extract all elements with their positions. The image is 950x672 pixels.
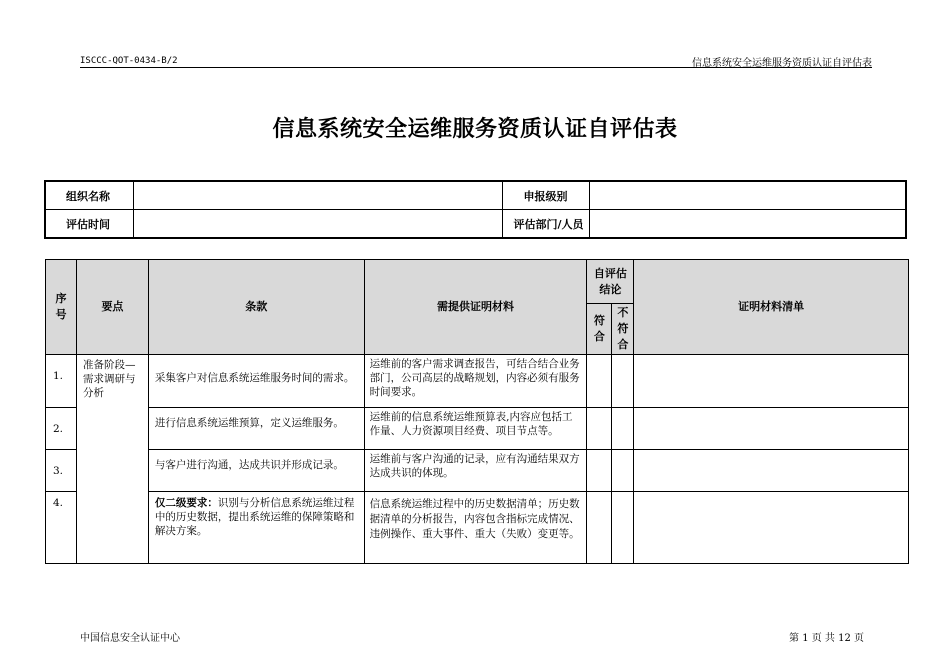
clause-bold-prefix: 仅二级要求： [154,497,218,509]
assessment-table [45,259,909,564]
org-name-field[interactable] [133,182,503,210]
conform-cell[interactable] [587,450,612,492]
nonconform-cell[interactable] [612,408,634,450]
materials-cell: 运维前与客户沟通的记录，应有沟通结果双方达成共识的体现。 [364,450,587,492]
clause-text: 识别与分析信息系统运维过程中的历史数据，提出系统运维的保障策略和解决方案。 [154,497,355,537]
table-row [46,408,909,450]
nonconform-cell[interactable] [612,450,634,492]
dept-label: 评估部门/人员 [503,210,590,238]
clause-cell: 进行信息系统运维预算，定义运维服务。 [148,408,364,450]
level-label: 申报级别 [503,182,590,210]
materials-cell: 运维前的信息系统运维预算表,内容应包括工作量、人力资源项目经费、项目节点等。 [364,408,587,450]
org-name-label: 组织名称 [46,182,134,210]
dept-field[interactable] [590,210,906,238]
footer-page-number: 第 1 页 共 12 页 [789,633,864,644]
col-nonconform-header: 不符合 [612,304,634,355]
materials-cell: 运维前的客户需求调查报告，可结合结合业务部门，公司高层的战略规划，内容必须有服务时间要求。 [364,355,587,408]
page-title: 信息系统安全运维服务资质认证自评估表 [272,117,678,142]
level-field[interactable] [590,182,906,210]
table-row [46,492,909,564]
eval-time-field[interactable] [133,210,503,238]
eval-time-label: 评估时间 [46,210,134,238]
conform-cell[interactable] [587,492,612,564]
list-cell[interactable] [634,450,909,492]
col-conform-header: 符合 [587,304,612,355]
clause-cell [148,492,364,564]
row-number: 2. [46,408,77,450]
table-row [46,450,909,492]
col-self-eval-header: 自评估结论 [587,260,634,304]
row-number: 1. [46,355,77,408]
clause-cell: 与客户进行沟通，达成共识并形成记录。 [148,450,364,492]
header-divider [80,67,872,68]
nonconform-cell[interactable] [612,355,634,408]
list-cell[interactable] [634,408,909,450]
row-number: 3. [46,450,77,492]
header-doc-title: 信息系统安全运维服务资质认证自评估表 [692,58,872,69]
materials-cell: 信息系统运维过程中的历史数据清单；历史数据清单的分析报告，内容包含指标完成情况、违例操作、重大事件、重大（失败）变更等。 [364,492,587,564]
clause-cell: 采集客户对信息系统运维服务时间的需求。 [148,355,364,408]
row-number: 4. [46,492,77,564]
doc-code: ISCCC-QOT-0434-B/2 [80,56,178,66]
list-cell[interactable] [634,355,909,408]
info-table [45,181,906,238]
col-clause-header: 条款 [148,260,364,355]
nonconform-cell[interactable] [612,492,634,564]
point-cell: 准备阶段—需求调研与分析 [76,355,148,564]
col-point-header: 要点 [76,260,148,355]
list-cell[interactable] [634,492,909,564]
conform-cell[interactable] [587,355,612,408]
table-row [46,355,909,408]
footer-org: 中国信息安全认证中心 [80,633,180,644]
col-materials-header: 需提供证明材料 [364,260,587,355]
col-no-header: 序号 [46,260,77,355]
conform-cell[interactable] [587,408,612,450]
col-list-header: 证明材料清单 [634,260,909,355]
